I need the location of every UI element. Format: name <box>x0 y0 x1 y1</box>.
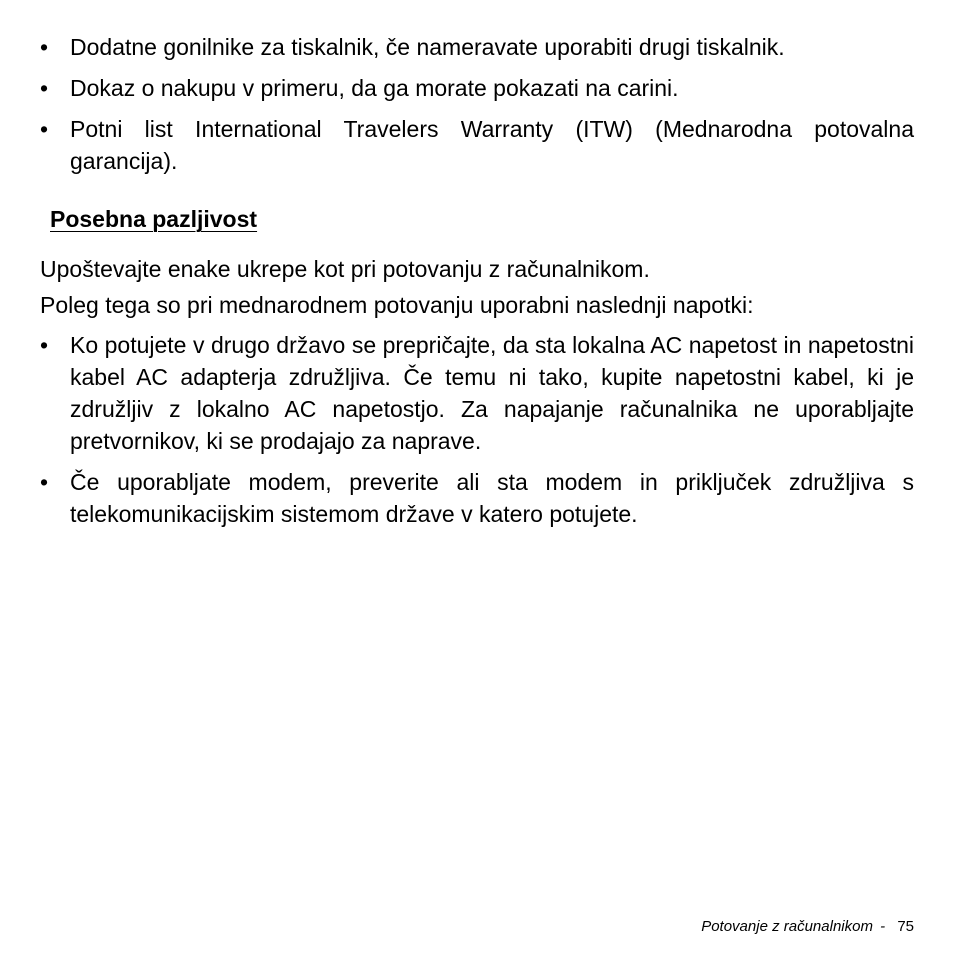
list-item <box>40 31 914 63</box>
travel-tips-list <box>40 329 914 539</box>
list-item-text: Dodatne gonilnike za tiskalnik, če nameravate uporabiti drugi tiskalnik. <box>70 34 785 60</box>
list-item <box>40 329 914 457</box>
list-item <box>40 466 914 530</box>
list-item-text: Če uporabljate modem, preverite ali sta modem in priključek združljiva s telekomunikacijskim sistemom države v katero potujete. <box>70 469 914 527</box>
bullet-icon: • <box>40 34 49 60</box>
list-item-text: Ko potujete v drugo državo se prepričajte, da sta lokalna AC napetost in napetostni kabel AC adapterja združljiva. Če temu ni tako, kupite napetostni kabel, ki je združljiv z lokalno AC napetostjo. Za napajanje računalnika ne uporabljajte pretvornikov, ki se prodajajo za naprave. <box>70 332 914 454</box>
section-heading: Posebna pazljivost <box>50 206 258 232</box>
requirements-list <box>40 31 914 186</box>
bullet-icon: • <box>40 332 49 358</box>
bullet-icon: • <box>40 75 49 101</box>
bullet-icon: • <box>40 116 49 142</box>
footer-section-title: Potovanje z računalnikom <box>701 918 873 935</box>
bullet-icon: • <box>40 469 49 495</box>
list-item <box>40 72 914 104</box>
list-item-text: Potni list International Travelers Warranty (ITW) (Mednarodna potovalna garancija). <box>70 116 914 174</box>
list-item <box>40 113 914 177</box>
page-footer <box>701 917 914 937</box>
page-number: 75 <box>897 918 914 935</box>
footer-separator: - <box>880 918 886 935</box>
section-paragraph: Poleg tega so pri mednarodnem potovanju uporabni naslednji napotki: <box>40 292 754 318</box>
list-item-text: Dokaz o nakupu v primeru, da ga morate pokazati na carini. <box>70 75 679 101</box>
section-paragraph: Upoštevajte enake ukrepe kot pri potovanju z računalnikom. <box>40 256 650 282</box>
